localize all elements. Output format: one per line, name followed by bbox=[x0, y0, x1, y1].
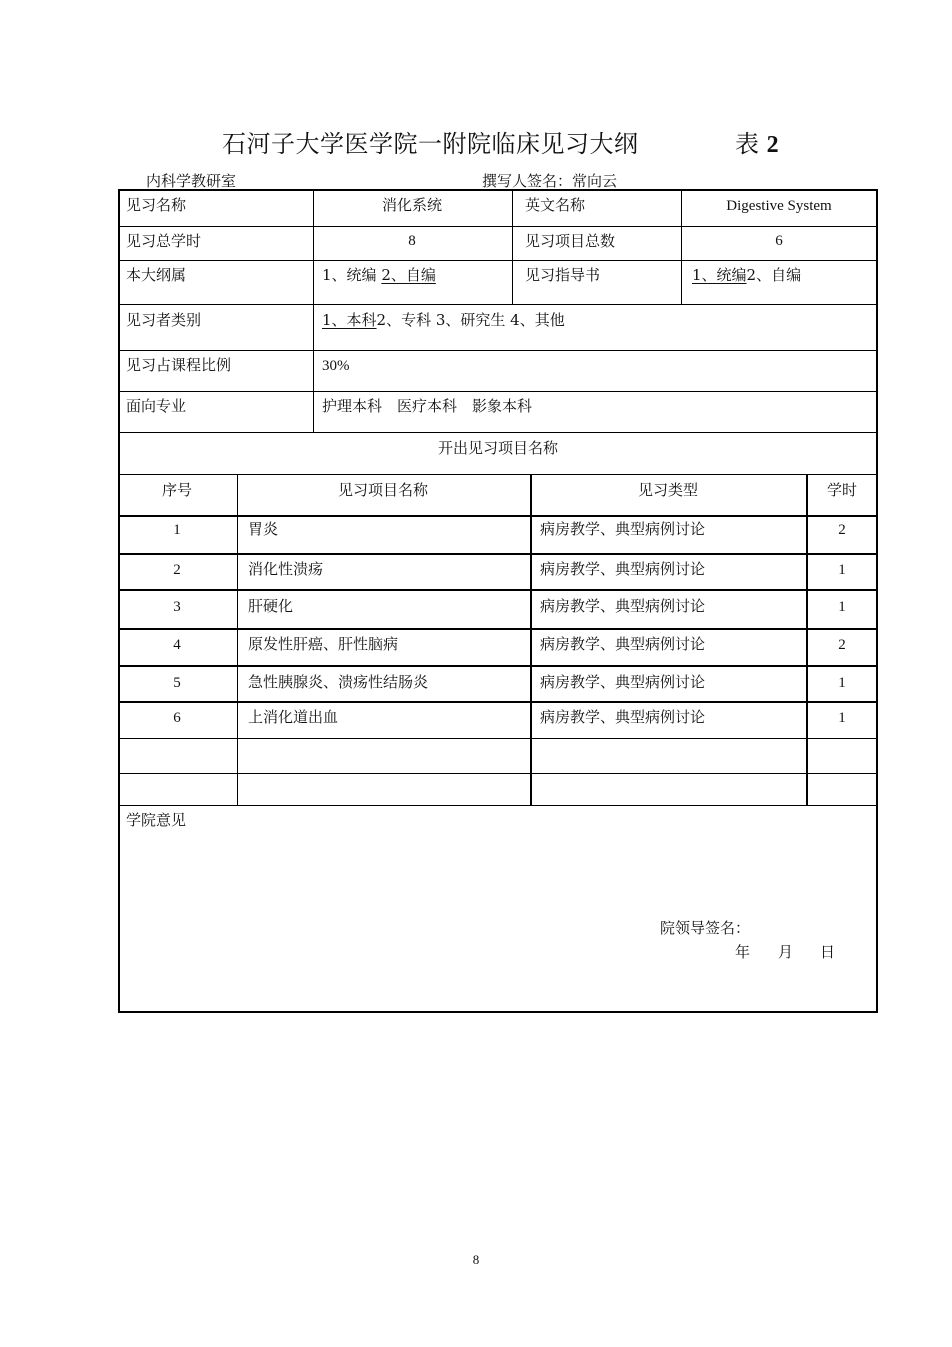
table-number bbox=[735, 124, 779, 159]
row-hours: 1 bbox=[838, 675, 846, 691]
target-major-label: 面向专业 bbox=[126, 397, 187, 415]
author-signature: 撰写人签名：常向云 bbox=[482, 172, 618, 190]
total-items-value: 6 bbox=[775, 233, 783, 249]
english-name-value: Digestive System bbox=[726, 198, 832, 214]
page-number: 8 bbox=[472, 1252, 480, 1267]
row-hours: 1 bbox=[838, 710, 846, 726]
header-seq: 序号 bbox=[161, 481, 192, 499]
header-hours: 学时 bbox=[826, 481, 857, 499]
row-type: 病房教学、典型病例讨论 bbox=[540, 635, 706, 653]
date-year: 年 bbox=[735, 943, 751, 961]
guidebook-option-2: 2、自编 bbox=[746, 266, 802, 284]
english-name-label: 英文名称 bbox=[525, 196, 586, 214]
date-day: 日 bbox=[820, 943, 836, 961]
document-title: 石河子大学医学院一附院临床见习大纲 bbox=[222, 130, 639, 158]
trainee-category-label: 见习者类别 bbox=[126, 311, 202, 329]
guidebook-value bbox=[692, 266, 801, 284]
outline-type-value bbox=[322, 266, 436, 284]
row-hours: 1 bbox=[838, 599, 846, 615]
document-title-row bbox=[0, 124, 952, 160]
guidebook-option-1: 1、统编 bbox=[692, 266, 747, 284]
target-major-value: 护理本科 医疗本科 影象本科 bbox=[322, 397, 533, 415]
row-no: 6 bbox=[173, 710, 181, 726]
row-hours: 2 bbox=[838, 637, 846, 653]
row-name: 消化性溃疡 bbox=[248, 560, 324, 578]
course-ratio-label: 见习占课程比例 bbox=[126, 356, 232, 374]
row-name: 原发性肝癌、肝性脑病 bbox=[248, 635, 399, 653]
outline-type-label: 本大纲属 bbox=[126, 266, 187, 284]
row-name: 上消化道出血 bbox=[248, 708, 339, 726]
row-name: 胃炎 bbox=[248, 520, 279, 538]
date-month: 月 bbox=[778, 943, 794, 961]
row-name: 急性胰腺炎、溃疡性结肠炎 bbox=[248, 673, 429, 691]
row-no: 2 bbox=[173, 562, 181, 578]
course-ratio-value: 30% bbox=[322, 358, 350, 374]
row-name: 肝硬化 bbox=[248, 597, 294, 615]
college-opinion-label: 学院意见 bbox=[126, 811, 187, 829]
row-no: 5 bbox=[173, 675, 181, 691]
header-project-name: 见习项目名称 bbox=[337, 481, 428, 499]
name-value: 消化系统 bbox=[381, 196, 442, 214]
row-hours: 2 bbox=[838, 522, 846, 538]
row-no: 4 bbox=[173, 637, 181, 653]
outline-option-2: 2、自编 bbox=[381, 266, 436, 284]
row-hours: 1 bbox=[838, 562, 846, 578]
guidebook-label: 见习指导书 bbox=[525, 266, 601, 284]
trainee-option-1: 1、本科 bbox=[322, 311, 377, 329]
department-label: 内科学教研室 bbox=[146, 172, 237, 190]
row-no: 1 bbox=[173, 522, 181, 538]
outline-option-1: 1、统编 bbox=[322, 266, 377, 284]
row-type: 病房教学、典型病例讨论 bbox=[540, 597, 706, 615]
total-hours-value: 8 bbox=[408, 233, 416, 249]
name-label: 见习名称 bbox=[126, 196, 187, 214]
row-type: 病房教学、典型病例讨论 bbox=[540, 520, 706, 538]
header-type: 见习类型 bbox=[637, 481, 698, 499]
table-number-value: 2 bbox=[766, 132, 779, 158]
row-no: 3 bbox=[173, 599, 181, 615]
trainee-options-rest: 2、专科 3、研究生 4、其他 bbox=[376, 311, 565, 329]
row-type: 病房教学、典型病例讨论 bbox=[540, 560, 706, 578]
projects-section-title: 开出见习项目名称 bbox=[437, 439, 558, 457]
total-hours-label: 见习总学时 bbox=[126, 232, 202, 250]
row-type: 病房教学、典型病例讨论 bbox=[540, 673, 706, 691]
trainee-category-value bbox=[322, 311, 565, 329]
leader-signature-label: 院领导签名： bbox=[660, 919, 751, 937]
row-type: 病房教学、典型病例讨论 bbox=[540, 708, 706, 726]
total-items-label: 见习项目总数 bbox=[525, 232, 616, 250]
table-number-prefix: 表 bbox=[735, 130, 759, 158]
